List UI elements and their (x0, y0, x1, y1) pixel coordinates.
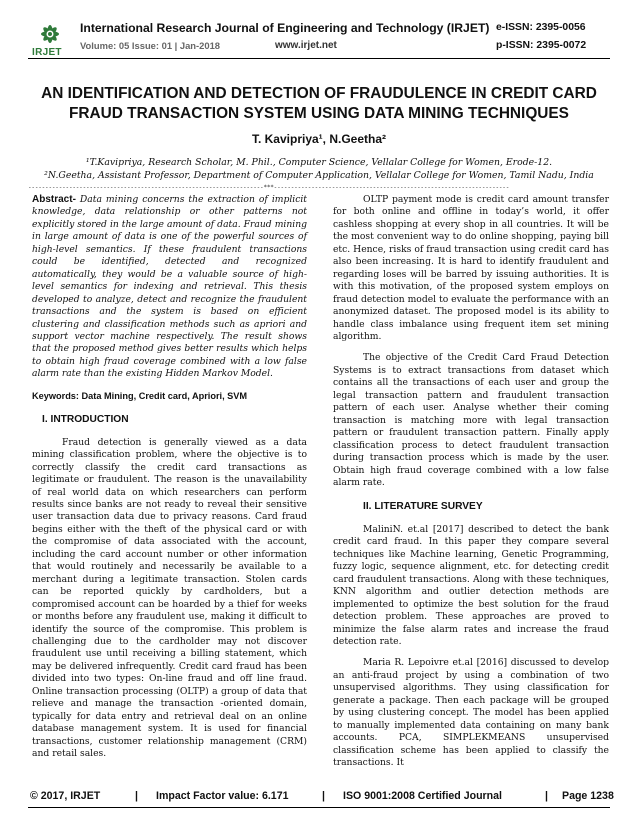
footer-copyright: © 2017, IRJET (30, 790, 101, 802)
footer-iso: ISO 9001:2008 Certified Journal (343, 790, 502, 802)
literature-paragraph-2: Maria R. Lepoivre et.al [2016] discussed to develop an anti-fraud project by using a combination of two unsupervised algorithms. They using classification for generate a package. Then each package will be grouped by using clustering concept. The model has been applied to manually implemented data containing on many bank accounts. PCA, SIMPLEKMEANS unsupervised classification scheme has been applied to classify the transactions. It (333, 657, 609, 769)
affiliation-1: ¹T.Kavipriya, Research Scholar, M. Phil., Computer Science, Vellalar College for Women, Erode-12. (85, 157, 553, 168)
footer-separator: | (322, 790, 325, 802)
logo-text: IRJET (32, 47, 62, 58)
irjet-logo (30, 20, 70, 62)
abstract-text: Data mining concerns the extraction of implicit knowledge, data relationship or other patterns not explicitly stored in the large amount of data. Fraud mining in large amount of data is one of the powerful sources of high-level semantics. If these fraudulent transactions could be identified, detected and recognized automatically, they would be a valuable source of high-level semantics for indexing and retrieval. This thesis developed to analyze, detect and recognize the fraudulent transactions and the system is based on efficient clustering and classification methods such as apriori and support vector machine respectively. The result shows that the proposed method gives better results which helps to obtain high fraud coverage combined with a low false alarm rate than the existing Hidden Markov Model. (32, 194, 307, 380)
paper-title-line-2: FRAUD TRANSACTION SYSTEM USING DATA MINING TECHNIQUES (69, 105, 569, 122)
header-divider (28, 58, 610, 59)
section-heading-literature-survey: II. LITERATURE SURVEY (363, 501, 483, 513)
paper-authors: T. Kavipriya¹, N.Geetha² (251, 132, 387, 146)
paper-title (20, 84, 618, 124)
body-paragraph-2: The objective of the Credit Card Fraud Detection Systems is to extract transactions from dataset which contains all the transactions of each user and group the legal transaction pattern and fraudulent transaction pattern of each user. Analyse whether their coming transaction is matching more with legal transaction pattern or fraudulent transaction pattern. Finally apply classification process to detect fraudulent transaction during transaction process which is made by the user. Obtain high fraud coverage combined with a low false alarm rate. (333, 352, 609, 488)
footer-divider (28, 807, 610, 808)
literature-paragraph-1: MaliniN. et.al [2017] described to detect the bank credit card fraud. In this paper they compare several techniques like Machine learning, Genetic Programming, fuzzy logic, sequence alignment, etc. for detecting credit card fraudulent transactions. Along with these techniques, KNN algorithm and outlier detection methods are implemented to optimize the best solution for the fraud detection problem. These approaches are proved to minimize the false alarm rates and increase the fraud detection rate. (333, 523, 609, 647)
abstract-label: Abstract- (32, 194, 76, 205)
p-issn: p-ISSN: 2395-0072 (496, 40, 587, 51)
body-paragraph-1: OLTP payment mode is credit card amount transfer for both online and offline in today’s world, it offer cashless shopping at every shop in all countries. It will be the most convenient way to do online shopping, paying bill etc. Hence, risks of fraud transaction using credit card has also been increasing. It is hard to identify fraudulent and regarding loses will be barred by issuing authorities. It is with this motivation, of the proposed system employs on fraud detection model to evaluate the performance with an anonymized dataset. The proposed model is its ability to handle class imbalance using frequent item set mining algorithm. (333, 194, 609, 342)
footer-separator: | (135, 790, 138, 802)
footer-separator: | (545, 790, 548, 802)
section-heading-introduction: I. INTRODUCTION (42, 414, 129, 426)
keywords: Keywords: Data Mining, Credit card, Apriori, SVM (32, 390, 248, 401)
journal-website-link[interactable]: www.irjet.net (275, 40, 337, 51)
footer-page-number: Page 1238 (562, 790, 614, 802)
right-column (333, 194, 609, 769)
affiliation-2: ²N.Geetha, Assistant Professor, Department of Computer Application, Vellalar College for Women, Tamil Nadu, India (44, 170, 594, 181)
irjet-logo-icon (30, 20, 70, 50)
journal-title: International Research Journal of Engineering and Technology (IRJET) (80, 21, 490, 35)
volume-info: Volume: 05 Issue: 01 | Jan-2018 (80, 40, 221, 51)
paper-title-line-1: AN IDENTIFICATION AND DETECTION OF FRAUDULENCE IN CREDIT CARD (41, 85, 597, 102)
journal-header (0, 0, 638, 72)
abstract (32, 194, 307, 381)
e-issn: e-ISSN: 2395-0056 (496, 22, 586, 33)
introduction-paragraph: Fraud detection is generally viewed as a data mining classification problem, where the objective is to correctly classify the credit card transactions as legitimate or fraudulent. The reason is the unavailability of real world data on which researchers can perform results since banks are not ready to reveal their sensitive user transaction data due to privacy reasons. Card fraud begins either with the theft of the physical card or with the compromise of data associated with the account, including the card account number or other information that would routinely and necessarily be available to a merchant during a legitimate transaction. Stolen cards can be reported quickly by cardholders, but a compromised account can be hoarded by a thief for weeks or months before any fraudulent use, making it difficult to identify the source of the compromise. This problem is challenging due to the cardholder may not discover fraudulent use until receiving a billing statement, which may be delivered infrequently. Credit card fraud has been divided into two types: On-line fraud and off line fraud. Online transaction processing (OLTP) a group of data that relieve and manage the transaction -oriented domain, typically for data entry and retrieval deal on an online database management system. It is used for financial transactions, customer relationship management (CRM) and retail sales. (32, 436, 307, 760)
footer-impact-factor: Impact Factor value: 6.171 (156, 790, 289, 802)
section-separator: ---------------------------------------------------------------------***--------------------------------------------------------------------- (28, 184, 510, 191)
left-column (32, 194, 307, 760)
